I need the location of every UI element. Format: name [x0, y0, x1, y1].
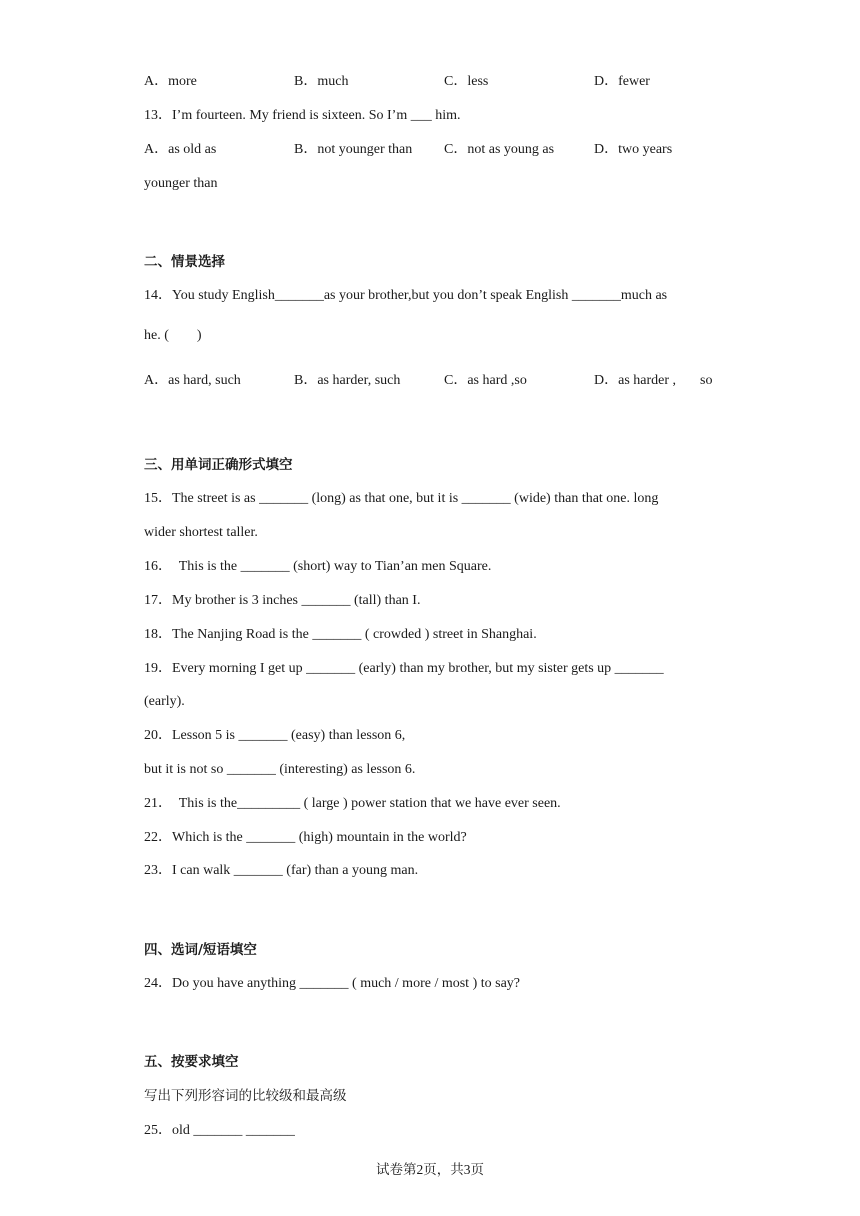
q19-line1: 19．Every morning I get up _______ (early) than my brother, but my sister gets up _______: [144, 661, 664, 676]
q20-line2: but it is not so _______ (interesting) as lesson 6.: [144, 762, 416, 777]
q20-line1: 20．Lesson 5 is _______ (easy) than lesson 6,: [144, 728, 406, 743]
q14-stem-line2: he. ( ): [144, 328, 202, 343]
q14-option-c: C．as hard ,so: [444, 373, 527, 388]
section-heading-5: 五、按要求填空: [144, 1054, 239, 1070]
q25: 25．old _______ _______: [144, 1123, 295, 1138]
section-heading-4: 四、选词/短语填空: [144, 942, 257, 958]
q18: 18．The Nanjing Road is the _______ ( crowded ) street in Shanghai.: [144, 627, 537, 642]
q23: 23．I can walk _______ (far) than a young man.: [144, 863, 419, 878]
q21: 21． This is the_________ ( large ) power station that we have ever seen.: [144, 796, 561, 811]
q15-line1: 15．The street is as _______ (long) as that one, but it is _______ (wide) than that one. long: [144, 491, 659, 506]
q13-option-d: D．two years: [594, 142, 673, 157]
section5-instruction: 写出下列形容词的比较级和最高级: [144, 1088, 347, 1104]
q14-option-d: D．as harder ,: [594, 373, 677, 388]
q14-option-b: B．as harder, such: [294, 373, 401, 388]
q12-option-b: B．much: [294, 74, 349, 89]
q13-option-c: C．not as young as: [444, 142, 555, 157]
q13-option-d-continued: younger than: [144, 176, 218, 191]
q13-option-a: A．as old as: [144, 142, 217, 157]
q14-stem-line1: 14．You study English_______as your brother,but you don’t speak English _______much as: [144, 288, 668, 303]
q13-option-b: B．not younger than: [294, 142, 413, 157]
q12-option-d: D．fewer: [594, 74, 650, 89]
section-heading-3: 三、用单词正确形式填空: [144, 457, 293, 473]
q16: 16． This is the _______ (short) way to Tian’an men Square.: [144, 559, 492, 574]
q19-line2: (early).: [144, 694, 185, 709]
section-heading-2: 二、情景选择: [144, 254, 225, 270]
q14-option-a: A．as hard, such: [144, 373, 241, 388]
q24: 24．Do you have anything _______ ( much / more / most ) to say?: [144, 976, 520, 991]
q15-line2: wider shortest taller.: [144, 525, 258, 540]
page-footer: 试卷第2页，共3页: [376, 1162, 484, 1177]
q13-stem: 13．I’m fourteen. My friend is sixteen. So I’m ___ him.: [144, 108, 461, 123]
q17: 17．My brother is 3 inches _______ (tall) than I.: [144, 593, 421, 608]
q12-option-c: C．less: [444, 74, 489, 89]
q22: 22．Which is the _______ (high) mountain in the world?: [144, 830, 467, 845]
q12-option-a: A．more: [144, 74, 197, 89]
q14-option-d-tail: so: [700, 373, 713, 388]
